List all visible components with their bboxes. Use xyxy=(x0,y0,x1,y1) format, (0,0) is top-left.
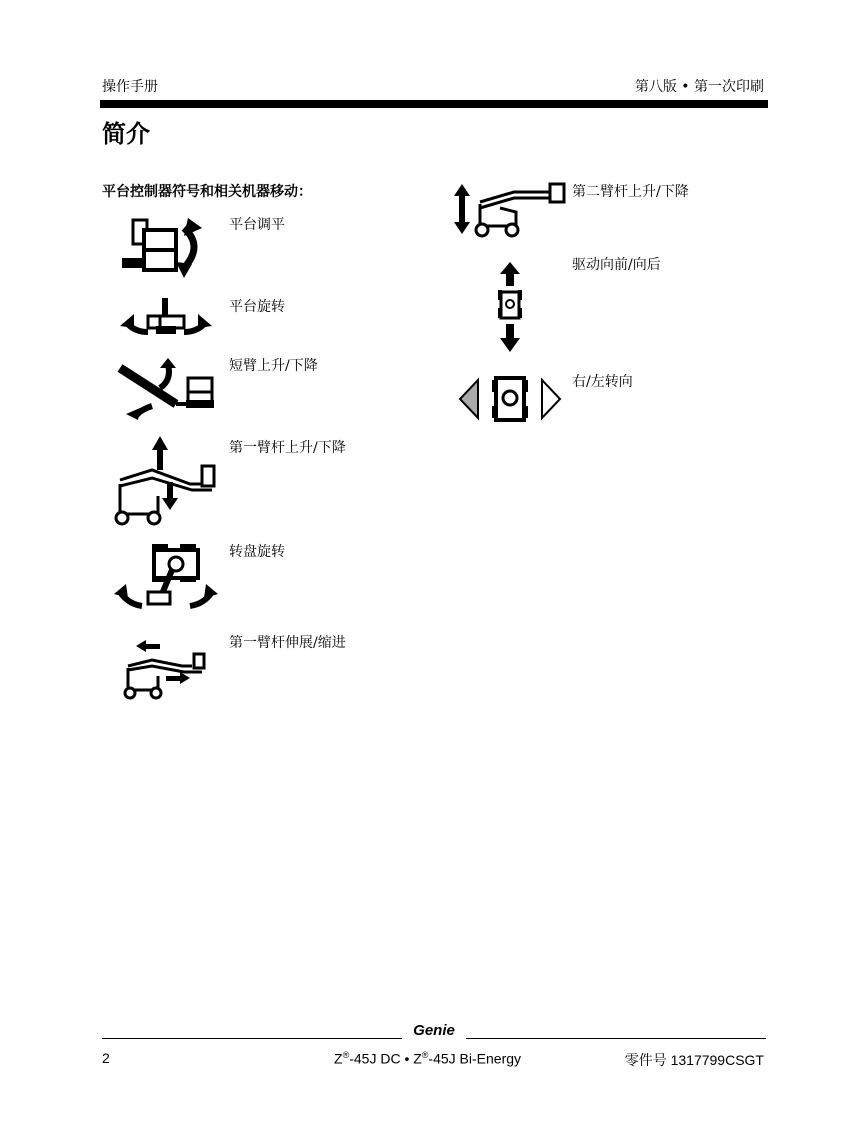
symbol-label-steer: 右/左转向 xyxy=(572,374,633,390)
turntable-rotate-icon xyxy=(114,542,218,614)
symbol-label-primary-boom-up-down: 第一臂杆上升/下降 xyxy=(229,440,346,456)
drive-forward-reverse-icon xyxy=(494,262,526,354)
symbol-label-platform-rotate: 平台旋转 xyxy=(229,299,285,315)
primary-boom-extend-retract-icon xyxy=(122,636,208,700)
footer-rule-right xyxy=(466,1038,766,1039)
header-manual-title: 操作手册 xyxy=(102,79,158,95)
page-number: 2 xyxy=(102,1050,110,1066)
symbol-label-primary-boom-extend: 第一臂杆伸展/缩进 xyxy=(229,635,346,651)
symbol-label-drive: 驱动向前/向后 xyxy=(572,257,661,273)
svg-text:Genie: Genie xyxy=(413,1022,455,1038)
footer-rule-left xyxy=(102,1038,402,1039)
platform-level-icon xyxy=(118,216,214,282)
footer-part-number: 零件号 1317799CSGT xyxy=(624,1052,764,1069)
footer-model: Z®-45J DC • Z®-45J Bi-Energy xyxy=(334,1050,522,1067)
primary-boom-up-down-icon xyxy=(112,436,218,528)
jib-boom-up-down-icon xyxy=(116,358,216,420)
platform-rotate-icon xyxy=(120,296,212,340)
page-title: 简介 xyxy=(102,119,150,148)
header-rule xyxy=(100,100,768,108)
header-edition: 第八版 • 第一次印刷 xyxy=(634,79,764,95)
genie-logo xyxy=(408,1022,460,1038)
secondary-boom-up-down-icon xyxy=(450,182,570,240)
steer-right-left-icon xyxy=(456,374,564,424)
symbol-label-jib-boom: 短臂上升/下降 xyxy=(229,358,318,374)
symbol-label-secondary-boom: 第二臂杆上升/下降 xyxy=(572,184,689,200)
symbol-label-turntable-rotate: 转盘旋转 xyxy=(229,544,285,560)
symbol-label-platform-level: 平台调平 xyxy=(229,217,285,233)
section-heading: 平台控制器符号和相关机器移动： xyxy=(102,184,312,200)
